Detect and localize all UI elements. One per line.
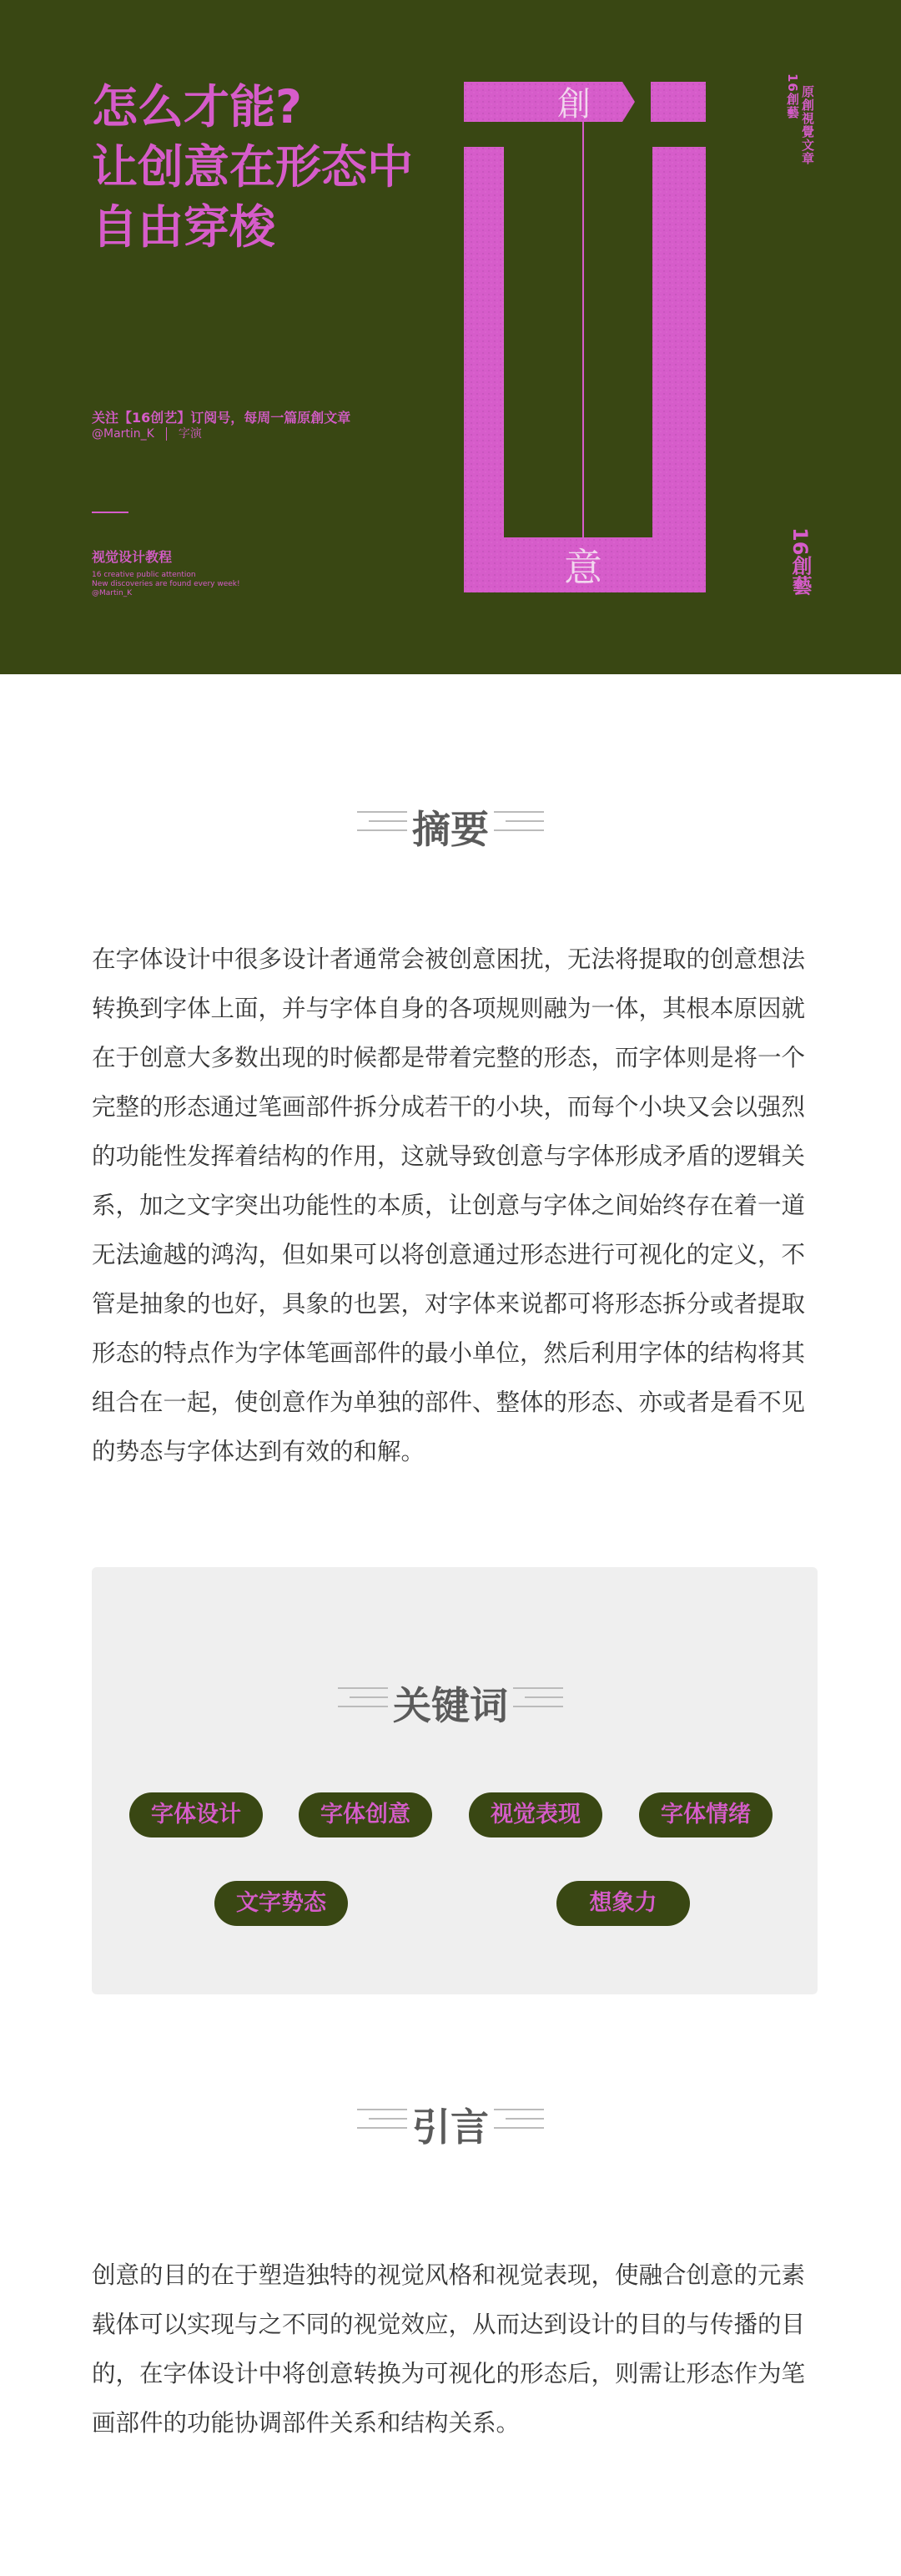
right-stroke [652,147,706,592]
center-line [582,122,584,537]
top-right-block [651,82,706,122]
hero-title-line: 怎么才能? [92,80,302,134]
top-bar-shape [464,82,635,122]
section-heading-intro [0,2090,901,2149]
intro-paragraph: 创意的目的在于塑造独特的视觉风格和视觉表现，使融合创意的元素载体可以实现与之不同的视觉效应，从而达到设计的目的与传播的目的，在字体设计中将创意转换为可视化的形态后，则需让形态作为笔画部件的功能协调部件关系和结构关系。 [92,2261,806,2437]
heading-text: 引言 [412,2105,489,2150]
section-heading-abstract [0,793,901,851]
follow-text: 关注【16创艺】订阅号，每周一篇原創文章 [92,410,351,426]
keyword-tag: 字体设计 [129,1792,263,1837]
creative-letterform-art [464,82,706,592]
keyword-tag: 想象力 [556,1881,690,1926]
tutorial-subtext-line: 16 creative public attention [92,571,196,579]
art-top-char: 創 [557,85,591,124]
section-heading-keywords [0,1669,901,1727]
keyword-tag: 字体情绪 [639,1792,773,1837]
art-bottom-char: 意 [564,545,602,590]
vertical-original-label: 原創視覺文章 [800,85,815,165]
tutorial-subtext-line: New discoveries are found every week! [92,580,240,588]
topic-label: 字演 [178,427,202,441]
heading-text: 摘要 [412,807,489,852]
hero-banner [0,0,901,674]
abstract-paragraph: 在字体设计中很多设计者通常会被创意困扰，无法将提取的创意想法转换到字体上面，并与字体自身的各项规则融为一体，其根本原因就在于创意大多数出现的时候都是带着完整的形态，而字体则是将一个完整的形态通过笔画部件拆分成若干的小块，而每个小块又会以强烈的功能性发挥着结构的作用，这就导致创意与字体形成矛盾的逻辑关系，加之文字突出功能性的本质，让创意与字体之间始终存在着一道无法逾越的鸿沟，但如果可以将创意通过形态进行可视化的定义，不管是抽象的也好，具象的也罢，对字体来说都可将形态拆分或者提取形态的特点作为字体笔画部件的最小单位，然后利用字体的结构将其组合在一起，使创意作为单独的部件、整体的形态、亦或者是看不见的势态与字体达到有效的和解。 [92,945,806,1465]
vertical-brand-logo: 16創藝 [788,527,812,596]
hero-title-line: 让创意在形态中 [92,140,414,194]
heading-deco-right [494,811,544,839]
left-stroke [464,147,504,592]
heading-text: 关键词 [393,1683,508,1728]
keyword-tag: 文字势态 [214,1881,348,1926]
keyword-tag: 视觉表现 [469,1792,602,1837]
tutorial-subtext-line: @Martin_K [92,589,133,597]
hero-title [92,77,413,257]
tutorial-label: 视觉设计教程 [92,549,173,565]
meta-divider [166,427,167,441]
hero-title-line: 自由穿梭 [92,200,276,254]
hero-divider [92,512,128,513]
keyword-tag: 字体创意 [299,1792,432,1837]
heading-deco-right [494,2109,544,2136]
heading-deco-right [513,1687,563,1715]
author-meta [92,426,202,441]
tutorial-subtext [92,571,240,598]
author-handle: @Martin_K [92,427,154,441]
keywords-panel [92,1567,818,1994]
vertical-series-label: 16創藝 [785,73,800,119]
